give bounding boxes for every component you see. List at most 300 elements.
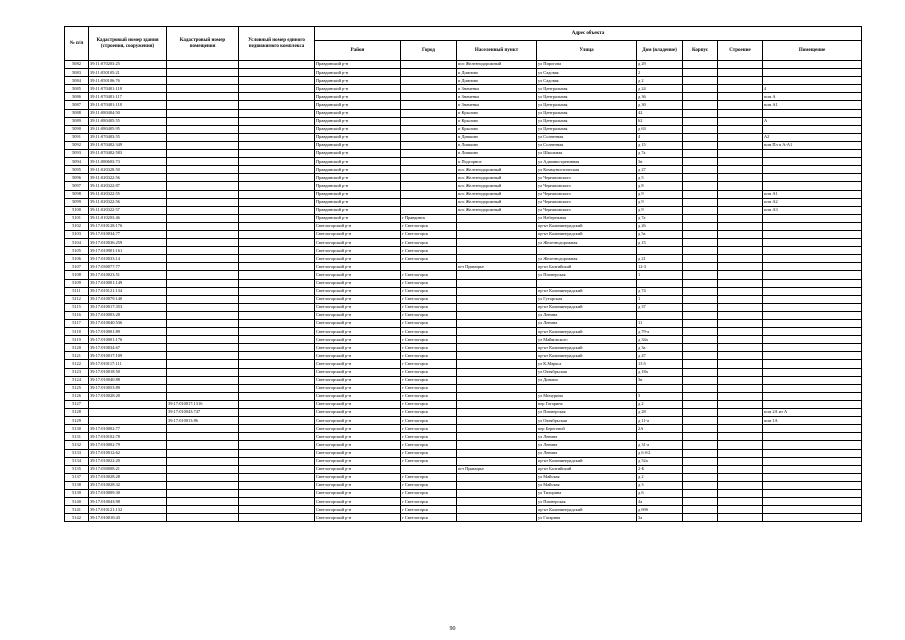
num-cell: 5129	[65, 417, 89, 425]
corpus-cell	[683, 376, 718, 384]
city-cell: г Светлогорск	[401, 344, 457, 352]
room-cell	[763, 166, 862, 174]
num-cell: 5091	[65, 133, 89, 141]
room-cell: пом А1	[763, 190, 862, 198]
table-row	[65, 352, 862, 360]
num-cell: 5119	[65, 336, 89, 344]
street-cell: пр-кт Калининградский	[537, 352, 637, 360]
city-cell	[401, 174, 457, 182]
corpus-cell	[683, 77, 718, 85]
cad-building-cell: 39:17:010023:51	[89, 271, 167, 279]
conditional-cell	[239, 109, 315, 117]
house-cell: д 74	[637, 287, 683, 295]
table-row	[65, 514, 862, 522]
house-cell: 2	[637, 69, 683, 77]
settlement-cell	[457, 506, 537, 514]
district-cell: Правдинский р-н	[315, 77, 401, 85]
building-cell	[718, 287, 763, 295]
building-cell	[718, 69, 763, 77]
num-cell: 5141	[65, 506, 89, 514]
district-cell: Правдинский р-н	[315, 141, 401, 149]
street-cell: ул Майская	[537, 473, 637, 481]
city-cell	[401, 117, 457, 125]
building-cell	[718, 449, 763, 457]
district-cell: Правдинский р-н	[315, 214, 401, 222]
city-cell: г Светлогорск	[401, 271, 457, 279]
num-cell: 5084	[65, 77, 89, 85]
cad-premise-cell	[167, 61, 239, 69]
header-building: Строение	[718, 41, 763, 61]
cad-premise-cell	[167, 425, 239, 433]
district-cell: Светлогорский р-н	[315, 465, 401, 473]
room-cell	[763, 230, 862, 238]
num-cell: 5096	[65, 174, 89, 182]
district-cell: Светлогорский р-н	[315, 344, 401, 352]
cad-building-cell: 39:11:070402:349	[89, 141, 167, 149]
room-cell	[763, 473, 862, 481]
conditional-cell	[239, 263, 315, 271]
cad-building-cell: 39:11:020322:87	[89, 182, 167, 190]
corpus-cell	[683, 230, 718, 238]
corpus-cell	[683, 247, 718, 255]
conditional-cell	[239, 247, 315, 255]
district-cell: Правдинский р-н	[315, 158, 401, 166]
conditional-cell	[239, 311, 315, 319]
num-cell: 5120	[65, 344, 89, 352]
building-cell	[718, 174, 763, 182]
district-cell: Правдинский р-н	[315, 150, 401, 158]
corpus-cell	[683, 336, 718, 344]
conditional-cell	[239, 117, 315, 125]
building-cell	[718, 409, 763, 417]
city-cell: г Светлогорск	[401, 376, 457, 384]
house-cell: д 36	[637, 93, 683, 101]
conditional-cell	[239, 457, 315, 465]
building-cell	[718, 473, 763, 481]
num-cell: 5112	[65, 295, 89, 303]
cad-premise-cell	[167, 206, 239, 214]
header-num: № п/п	[65, 27, 89, 61]
city-cell	[401, 69, 457, 77]
city-cell: г Светлогорск	[401, 433, 457, 441]
city-cell: г Светлогорск	[401, 360, 457, 368]
corpus-cell	[683, 85, 718, 93]
district-cell: Светлогорский р-н	[315, 303, 401, 311]
table-row	[65, 69, 862, 77]
room-cell	[763, 368, 862, 376]
cad-building-cell: 39:11:070401:118	[89, 101, 167, 109]
settlement-cell	[457, 514, 537, 522]
house-cell	[637, 433, 683, 441]
settlement-cell	[457, 222, 537, 230]
corpus-cell	[683, 425, 718, 433]
room-cell	[763, 514, 862, 522]
building-cell	[718, 417, 763, 425]
settlement-cell	[457, 352, 537, 360]
corpus-cell	[683, 514, 718, 522]
city-cell: г Светлогорск	[401, 247, 457, 255]
corpus-cell	[683, 206, 718, 214]
house-cell: д 9	[637, 190, 683, 198]
table-row	[65, 141, 862, 149]
cad-building-cell: 39:17:010040:88	[89, 376, 167, 384]
conditional-cell	[239, 506, 315, 514]
table-body	[65, 61, 862, 522]
conditional-cell	[239, 77, 315, 85]
cad-premise-cell	[167, 481, 239, 489]
num-cell: 5106	[65, 255, 89, 263]
settlement-cell	[457, 409, 537, 417]
cad-building-cell: 39:17:010040:536	[89, 320, 167, 328]
street-cell	[537, 384, 637, 392]
room-cell	[763, 125, 862, 133]
district-cell: Светлогорский р-н	[315, 457, 401, 465]
table-row	[65, 133, 862, 141]
cad-building-cell: 39:11:020322:56	[89, 174, 167, 182]
settlement-cell	[457, 473, 537, 481]
settlement-cell: п Крылово	[457, 125, 537, 133]
table-row	[65, 417, 862, 425]
cad-premise-cell	[167, 166, 239, 174]
cad-premise-cell	[167, 368, 239, 376]
num-cell: 5134	[65, 457, 89, 465]
conditional-cell	[239, 279, 315, 287]
cad-building-cell	[89, 409, 167, 417]
corpus-cell	[683, 117, 718, 125]
house-cell: д 27	[637, 166, 683, 174]
cad-premise-cell	[167, 255, 239, 263]
cad-building-cell: 39:11:070203:25	[89, 61, 167, 69]
cad-premise-cell	[167, 190, 239, 198]
city-cell: г Светлогорск	[401, 514, 457, 522]
corpus-cell	[683, 433, 718, 441]
table-row	[65, 368, 862, 376]
house-cell: д 2	[637, 400, 683, 408]
header-corpus: Корпус	[683, 41, 718, 61]
street-cell: ул Октябрьская	[537, 368, 637, 376]
conditional-cell	[239, 166, 315, 174]
table-row	[65, 166, 862, 174]
room-cell	[763, 222, 862, 230]
street-cell: ул Октябрьская	[537, 417, 637, 425]
corpus-cell	[683, 344, 718, 352]
street-cell	[537, 247, 637, 255]
num-cell: 5086	[65, 93, 89, 101]
district-cell: Правдинский р-н	[315, 61, 401, 69]
district-cell: Правдинский р-н	[315, 101, 401, 109]
cad-premise-cell	[167, 93, 239, 101]
cad-premise-cell	[167, 311, 239, 319]
cad-premise-cell	[167, 174, 239, 182]
header-settlement: Населенный пункт	[457, 41, 537, 61]
conditional-cell	[239, 481, 315, 489]
conditional-cell	[239, 141, 315, 149]
cad-premise-cell	[167, 449, 239, 457]
corpus-cell	[683, 368, 718, 376]
conditional-cell	[239, 182, 315, 190]
city-cell: г Светлогорск	[401, 279, 457, 287]
cad-premise-cell	[167, 198, 239, 206]
settlement-cell	[457, 489, 537, 497]
cad-building-cell: 39:17:010028:28	[89, 473, 167, 481]
cad-premise-cell	[167, 133, 239, 141]
room-cell	[763, 320, 862, 328]
settlement-cell: п Знаменка	[457, 93, 537, 101]
room-cell: пом А3	[763, 206, 862, 214]
num-cell: 5095	[65, 166, 89, 174]
building-cell	[718, 498, 763, 506]
cad-premise-cell	[167, 376, 239, 384]
conditional-cell	[239, 328, 315, 336]
num-cell: 5121	[65, 352, 89, 360]
cad-building-cell: 39:17:010121:132	[89, 506, 167, 514]
num-cell: 5088	[65, 109, 89, 117]
city-cell	[401, 190, 457, 198]
table-row	[65, 360, 862, 368]
district-cell: Светлогорский р-н	[315, 409, 401, 417]
corpus-cell	[683, 311, 718, 319]
cad-building-cell: 39:17:010121:134	[89, 287, 167, 295]
district-cell: Светлогорский р-н	[315, 417, 401, 425]
house-cell: д 8	[637, 182, 683, 190]
table-row	[65, 101, 862, 109]
house-cell	[637, 279, 683, 287]
house-cell: д 29	[637, 61, 683, 69]
building-cell	[718, 400, 763, 408]
table-row	[65, 77, 862, 85]
house-cell: 1	[637, 271, 683, 279]
city-cell	[401, 133, 457, 141]
city-cell: г Светлогорск	[401, 481, 457, 489]
cad-premise-cell	[167, 473, 239, 481]
room-cell: пом А1	[763, 101, 862, 109]
street-cell: ул Ленина	[537, 433, 637, 441]
conditional-cell	[239, 352, 315, 360]
settlement-cell: пос Железнодорожный	[457, 174, 537, 182]
district-cell: Правдинский р-н	[315, 85, 401, 93]
room-cell	[763, 376, 862, 384]
settlement-cell: пгт Приморье	[457, 465, 537, 473]
street-cell: ул Динамо	[537, 376, 637, 384]
district-cell: Правдинский р-н	[315, 174, 401, 182]
city-cell: г Светлогорск	[401, 409, 457, 417]
street-cell: ул Центральная	[537, 101, 637, 109]
settlement-cell	[457, 255, 537, 263]
room-cell: пом 2А из А	[763, 409, 862, 417]
building-cell	[718, 392, 763, 400]
cad-premise-cell	[167, 384, 239, 392]
settlement-cell	[457, 271, 537, 279]
building-cell	[718, 125, 763, 133]
street-cell: ул Солнечная	[537, 133, 637, 141]
city-cell: г Светлогорск	[401, 425, 457, 433]
header-address-group: Адрес объекта	[315, 27, 862, 41]
cad-building-cell: 39:11:080404:50	[89, 109, 167, 117]
table-row	[65, 295, 862, 303]
street-cell: ул Пионерская	[537, 498, 637, 506]
city-cell: г Светлогорск	[401, 230, 457, 238]
city-cell: г Светлогорск	[401, 303, 457, 311]
house-cell: д 30	[637, 101, 683, 109]
district-cell: Правдинский р-н	[315, 190, 401, 198]
settlement-cell	[457, 279, 537, 287]
street-cell: ул Черняховского	[537, 206, 637, 214]
corpus-cell	[683, 69, 718, 77]
table-row	[65, 125, 862, 133]
table-row	[65, 311, 862, 319]
city-cell: г Светлогорск	[401, 320, 457, 328]
corpus-cell	[683, 328, 718, 336]
corpus-cell	[683, 182, 718, 190]
header-conditional: Условный номер единого недвижимого комплекса	[239, 27, 315, 61]
street-cell: пр-кт Калининградский	[537, 328, 637, 336]
conditional-cell	[239, 409, 315, 417]
city-cell	[401, 125, 457, 133]
corpus-cell	[683, 481, 718, 489]
district-cell: Светлогорский р-н	[315, 230, 401, 238]
num-cell: 5104	[65, 239, 89, 247]
district-cell: Правдинский р-н	[315, 133, 401, 141]
house-cell: 2-Б	[637, 465, 683, 473]
table-row	[65, 498, 862, 506]
city-cell: г Светлогорск	[401, 384, 457, 392]
city-cell: г Светлогорск	[401, 392, 457, 400]
num-cell: 5140	[65, 498, 89, 506]
building-cell	[718, 457, 763, 465]
conditional-cell	[239, 271, 315, 279]
cad-building-cell: 39:17:010018:50	[89, 368, 167, 376]
table-row	[65, 174, 862, 182]
settlement-cell: пос Железнодорожный	[457, 190, 537, 198]
cad-premise-cell	[167, 141, 239, 149]
city-cell: г Правдинск	[401, 214, 457, 222]
conditional-cell	[239, 150, 315, 158]
cad-building-cell: 39:11:050106:76	[89, 77, 167, 85]
settlement-cell	[457, 311, 537, 319]
table-row	[65, 206, 862, 214]
cad-building-cell: 39:17:010022:20	[89, 457, 167, 465]
corpus-cell	[683, 449, 718, 457]
room-cell	[763, 384, 862, 392]
city-cell: г Светлогорск	[401, 328, 457, 336]
settlement-cell	[457, 400, 537, 408]
num-cell: 5116	[65, 311, 89, 319]
num-cell: 5097	[65, 182, 89, 190]
city-cell	[401, 465, 457, 473]
district-cell: Светлогорский р-н	[315, 376, 401, 384]
building-cell	[718, 190, 763, 198]
corpus-cell	[683, 473, 718, 481]
street-cell: ул Железнодорожная	[537, 255, 637, 263]
cad-building-cell: 39:17:030077:77	[89, 263, 167, 271]
building-cell	[718, 133, 763, 141]
settlement-cell: п Подгорное	[457, 158, 537, 166]
room-cell	[763, 425, 862, 433]
building-cell	[718, 425, 763, 433]
cad-building-cell: 39:17:010117:111	[89, 360, 167, 368]
corpus-cell	[683, 239, 718, 247]
house-cell: 3в	[637, 158, 683, 166]
cad-building-cell: 39:17:010003:28	[89, 311, 167, 319]
corpus-cell	[683, 400, 718, 408]
district-cell: Светлогорский р-н	[315, 392, 401, 400]
num-cell: 5083	[65, 69, 89, 77]
conditional-cell	[239, 384, 315, 392]
header-district: Район	[315, 41, 401, 61]
settlement-cell	[457, 376, 537, 384]
cad-premise-cell	[167, 320, 239, 328]
settlement-cell: пос Железнодорожный	[457, 61, 537, 69]
district-cell: Светлогорский р-н	[315, 263, 401, 271]
building-cell	[718, 255, 763, 263]
conditional-cell	[239, 368, 315, 376]
city-cell	[401, 206, 457, 214]
corpus-cell	[683, 198, 718, 206]
cad-premise-cell	[167, 295, 239, 303]
street-cell: пр-кт Калининградский	[537, 230, 637, 238]
table-row	[65, 457, 862, 465]
cad-premise-cell	[167, 465, 239, 473]
corpus-cell	[683, 133, 718, 141]
cad-building-cell: 39:17:010028:20	[89, 392, 167, 400]
street-cell: ул К.Маркса	[537, 360, 637, 368]
conditional-cell	[239, 433, 315, 441]
conditional-cell	[239, 465, 315, 473]
house-cell: д 9	[637, 206, 683, 214]
num-cell: 5094	[65, 158, 89, 166]
city-cell	[401, 166, 457, 174]
district-cell: Светлогорский р-н	[315, 473, 401, 481]
building-cell	[718, 101, 763, 109]
table-row	[65, 384, 862, 392]
street-cell: пр-кт Калининградский	[537, 222, 637, 230]
cad-premise-cell	[167, 514, 239, 522]
table-row	[65, 182, 862, 190]
house-cell: 2А	[637, 425, 683, 433]
table-row	[65, 465, 862, 473]
cad-premise-cell	[167, 360, 239, 368]
district-cell: Светлогорский р-н	[315, 498, 401, 506]
conditional-cell	[239, 303, 315, 311]
settlement-cell	[457, 457, 537, 465]
street-cell: ул Железнодорожная	[537, 239, 637, 247]
room-cell	[763, 287, 862, 295]
district-cell: Светлогорский р-н	[315, 352, 401, 360]
house-cell: 42	[637, 109, 683, 117]
street-cell: ул Садовая	[537, 69, 637, 77]
conditional-cell	[239, 239, 315, 247]
building-cell	[718, 279, 763, 287]
house-cell: 4	[637, 133, 683, 141]
conditional-cell	[239, 320, 315, 328]
conditional-cell	[239, 360, 315, 368]
district-cell: Правдинский р-н	[315, 109, 401, 117]
num-cell: 5124	[65, 376, 89, 384]
num-cell: 5131	[65, 433, 89, 441]
settlement-cell	[457, 239, 537, 247]
room-cell	[763, 174, 862, 182]
district-cell: Светлогорский р-н	[315, 425, 401, 433]
corpus-cell	[683, 158, 718, 166]
document-sheet	[64, 26, 861, 522]
house-cell	[637, 384, 683, 392]
cad-building-cell: 39:17:010102:78	[89, 433, 167, 441]
table-row	[65, 239, 862, 247]
room-cell	[763, 433, 862, 441]
corpus-cell	[683, 174, 718, 182]
header-cad-premise: Кадастровый номер помещения	[167, 27, 239, 61]
num-cell: 5135	[65, 465, 89, 473]
